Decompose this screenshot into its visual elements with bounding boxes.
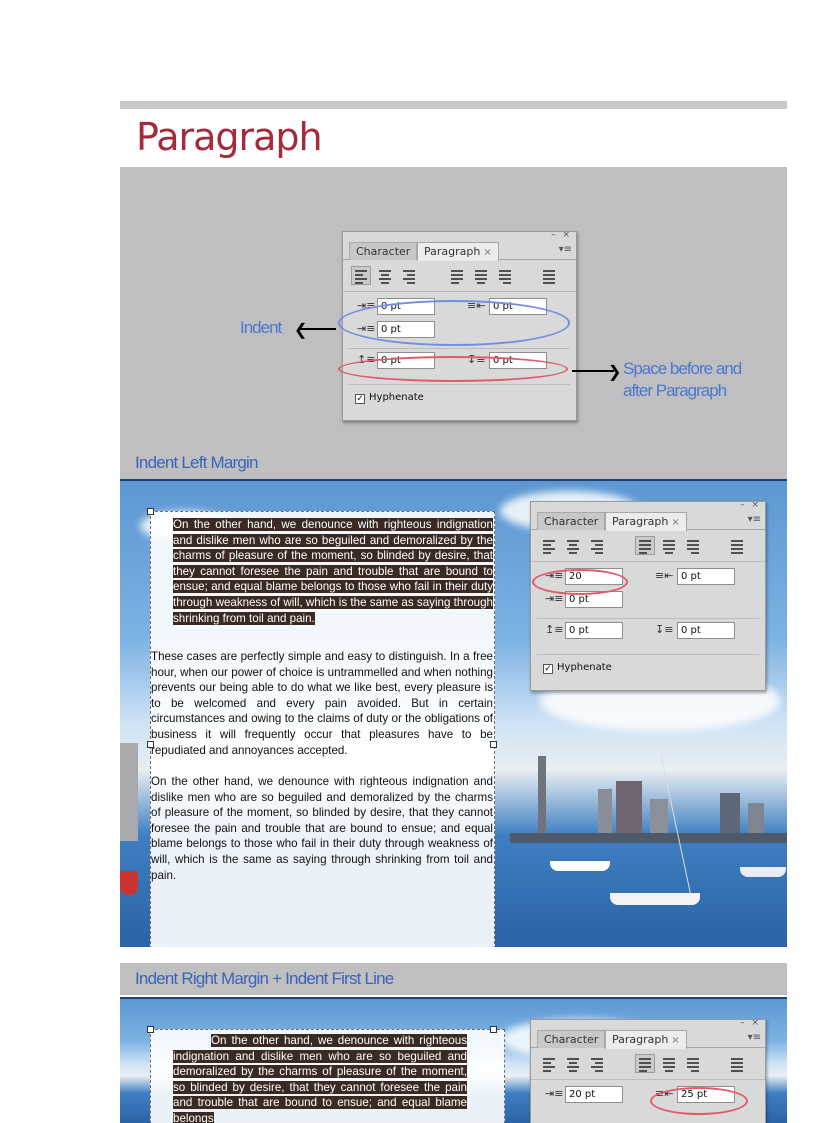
tab-paragraph-label: Paragraph bbox=[612, 1033, 669, 1046]
left-indent-input[interactable]: 0 pt bbox=[377, 298, 435, 315]
selected-text: On the other hand, we denounce with righteous indignation and dislike men who are so beguiled and demoralized by the charms of pleasure of the moment, so blinded by desire, that they cannot foresee the pain and trouble that are bound to ensue; and equal blame belongs to those who fail in their duty through weakness of will, which is the same as saying through shrinking from toil and pain. bbox=[173, 518, 493, 625]
frame-handle[interactable] bbox=[490, 1026, 497, 1033]
frame-handle[interactable] bbox=[147, 508, 154, 515]
justify-right-button[interactable] bbox=[683, 1054, 703, 1073]
justify-all-button[interactable] bbox=[727, 536, 747, 555]
hyphenate-label: Hyphenate bbox=[557, 662, 612, 673]
space-before-input[interactable]: 0 pt bbox=[377, 352, 435, 369]
justify-left-button[interactable] bbox=[635, 1054, 655, 1073]
right-indent-icon: ≡⇤ bbox=[655, 569, 674, 582]
panel-menu-icon[interactable]: ▾≡ bbox=[747, 514, 761, 525]
section-title-indent-right: Indent Right Margin + Indent First Line bbox=[135, 969, 394, 988]
tab-character-label: Character bbox=[544, 515, 599, 528]
close-icon[interactable]: × bbox=[671, 1035, 680, 1046]
right-indent-input[interactable]: 0 pt bbox=[677, 568, 735, 585]
space-before-icon: ↥≡ bbox=[545, 623, 564, 636]
space-after-icon: ↧≡ bbox=[467, 353, 486, 366]
justify-right-button[interactable] bbox=[495, 266, 515, 285]
close-icon[interactable]: × bbox=[671, 517, 680, 528]
right-indent-input[interactable]: 0 pt bbox=[489, 298, 547, 315]
first-line-indent-icon: ⇥≡ bbox=[357, 322, 376, 335]
tab-character-label: Character bbox=[356, 245, 411, 258]
window-controls[interactable]: – × bbox=[740, 500, 761, 510]
city-tower bbox=[538, 756, 546, 836]
tab-paragraph[interactable] bbox=[605, 1030, 687, 1049]
photo-indent-right bbox=[120, 997, 787, 1123]
align-center-button[interactable] bbox=[563, 536, 583, 555]
sailboat bbox=[610, 893, 700, 905]
space-after-icon: ↧≡ bbox=[655, 623, 674, 636]
align-left-button[interactable] bbox=[539, 1054, 559, 1073]
align-right-button[interactable] bbox=[587, 1054, 607, 1073]
first-line-indented-paragraph[interactable] bbox=[173, 1033, 467, 1123]
panel-divider-2 bbox=[349, 384, 570, 385]
spacing-arrowhead-icon: ❯ bbox=[608, 364, 622, 381]
frame-handle[interactable] bbox=[147, 1026, 154, 1033]
justify-all-button[interactable] bbox=[727, 1054, 747, 1073]
tutorial-page bbox=[120, 101, 787, 1123]
section-title-indent-left: Indent Left Margin bbox=[135, 453, 258, 472]
align-center-button[interactable] bbox=[375, 266, 395, 285]
justify-center-button[interactable] bbox=[659, 536, 679, 555]
align-left-button[interactable] bbox=[351, 266, 371, 285]
city-building bbox=[598, 789, 612, 839]
tab-paragraph[interactable] bbox=[605, 512, 687, 531]
hyphenate-checkbox[interactable] bbox=[355, 392, 424, 404]
space-annotation-line1: Space before and bbox=[623, 359, 742, 378]
demo-area bbox=[120, 167, 787, 451]
alignment-buttons bbox=[531, 530, 765, 562]
justify-left-button[interactable] bbox=[635, 536, 655, 555]
alignment-buttons bbox=[531, 1048, 765, 1080]
photo-indent-left bbox=[120, 479, 787, 947]
justify-all-button[interactable] bbox=[539, 266, 559, 285]
hyphenate-label: Hyphenate bbox=[369, 392, 424, 403]
section-indent-right bbox=[120, 963, 787, 995]
boat bbox=[550, 861, 610, 871]
body-paragraph-2[interactable]: These cases are perfectly simple and easy to distinguish. In a free hour, when our power of choice is untrammelled and when nothing prevents our being able to do what we like best, every pleasure is to be welcomed and every pain avoided. But in certain circumstances and owing to the claims of duty or the obligations of business it will frequently occur that pleasures have to be repudiated and annoyances accepted. bbox=[151, 650, 493, 757]
window-controls[interactable]: – × bbox=[551, 230, 572, 240]
city-building bbox=[120, 743, 138, 841]
boat bbox=[740, 867, 786, 877]
indented-paragraph[interactable] bbox=[173, 517, 493, 626]
align-center-button[interactable] bbox=[563, 1054, 583, 1073]
right-indent-input[interactable]: 25 pt bbox=[677, 1086, 735, 1103]
tab-paragraph[interactable] bbox=[417, 242, 499, 261]
left-indent-input[interactable]: 20 pt bbox=[565, 1086, 623, 1103]
tab-character-label: Character bbox=[544, 1033, 599, 1046]
first-line-indent-input[interactable]: 0 pt bbox=[377, 321, 435, 338]
left-indent-input[interactable]: 20 bbox=[565, 568, 623, 585]
indent-arrowhead-icon: ❮ bbox=[294, 322, 308, 339]
first-line-indent-input[interactable]: 0 pt bbox=[565, 591, 623, 608]
justify-center-button[interactable] bbox=[659, 1054, 679, 1073]
justify-left-button[interactable] bbox=[447, 266, 467, 285]
panel-divider bbox=[349, 348, 570, 349]
panel-divider bbox=[537, 618, 759, 619]
tab-character[interactable] bbox=[537, 1030, 605, 1048]
align-right-button[interactable] bbox=[399, 266, 419, 285]
tab-paragraph-label: Paragraph bbox=[612, 515, 669, 528]
alignment-buttons bbox=[343, 260, 576, 292]
align-right-button[interactable] bbox=[587, 536, 607, 555]
checkbox-check-icon: ✓ bbox=[356, 394, 364, 404]
right-indent-icon: ≡⇤ bbox=[655, 1087, 674, 1100]
body-paragraph-3[interactable]: On the other hand, we denounce with righteous indignation and dislike men who are so beguiled and demoralized by the charms of pleasure of the moment, so blinded by desire, that they cannot foresee the pain and trouble that are bound to ensue; and equal blame belongs to those who fail in their duty through weakness of will, which is the same as saying through shrinking from toil and pain. bbox=[151, 775, 493, 882]
space-before-input[interactable]: 0 pt bbox=[565, 622, 623, 639]
top-rule bbox=[120, 101, 787, 109]
checkbox-check-icon: ✓ bbox=[544, 664, 552, 674]
page-title: Paragraph bbox=[136, 115, 322, 159]
window-controls[interactable]: – × bbox=[740, 1018, 761, 1028]
right-indent-icon: ≡⇤ bbox=[467, 299, 486, 312]
right-indent-highlight-oval bbox=[650, 1087, 748, 1115]
indent-highlight-oval bbox=[338, 300, 570, 346]
align-left-button[interactable] bbox=[539, 536, 559, 555]
space-before-icon: ↥≡ bbox=[357, 353, 376, 366]
justify-center-button[interactable] bbox=[471, 266, 491, 285]
tab-character[interactable] bbox=[349, 242, 417, 260]
paragraph-panel-left bbox=[530, 501, 766, 691]
left-indent-icon: ⇥≡ bbox=[357, 299, 376, 312]
tab-character[interactable] bbox=[537, 512, 605, 530]
panel-menu-icon[interactable]: ▾≡ bbox=[558, 244, 572, 255]
space-after-input[interactable]: 0 pt bbox=[677, 622, 735, 639]
selected-text: On the other hand, we denounce with righteous indignation and dislike men who are so beguiled and demoralized by the charms of pleasure of the moment, so blinded by desire, that they cannot foresee the pain and trouble that are bound to ensue; and equal blame belongs bbox=[173, 1034, 467, 1123]
boat bbox=[120, 871, 138, 895]
close-icon[interactable]: × bbox=[483, 247, 492, 258]
space-annotation-line2: after Paragraph bbox=[623, 381, 727, 400]
city-building bbox=[616, 781, 642, 839]
section-indent-left bbox=[120, 447, 787, 479]
panel-menu-icon[interactable]: ▾≡ bbox=[747, 1032, 761, 1043]
panel-divider-2 bbox=[537, 654, 759, 655]
spacing-highlight-oval bbox=[338, 356, 568, 382]
first-line-indent-icon: ⇥≡ bbox=[545, 592, 564, 605]
left-indent-highlight-oval bbox=[532, 569, 628, 595]
indent-annotation: Indent bbox=[240, 318, 282, 337]
hyphenate-checkbox[interactable] bbox=[543, 662, 612, 674]
space-after-input[interactable]: 0 pt bbox=[489, 352, 547, 369]
tab-paragraph-label: Paragraph bbox=[424, 245, 481, 258]
left-indent-icon: ⇥≡ bbox=[545, 1087, 564, 1100]
justify-right-button[interactable] bbox=[683, 536, 703, 555]
left-indent-icon: ⇥≡ bbox=[545, 569, 564, 582]
